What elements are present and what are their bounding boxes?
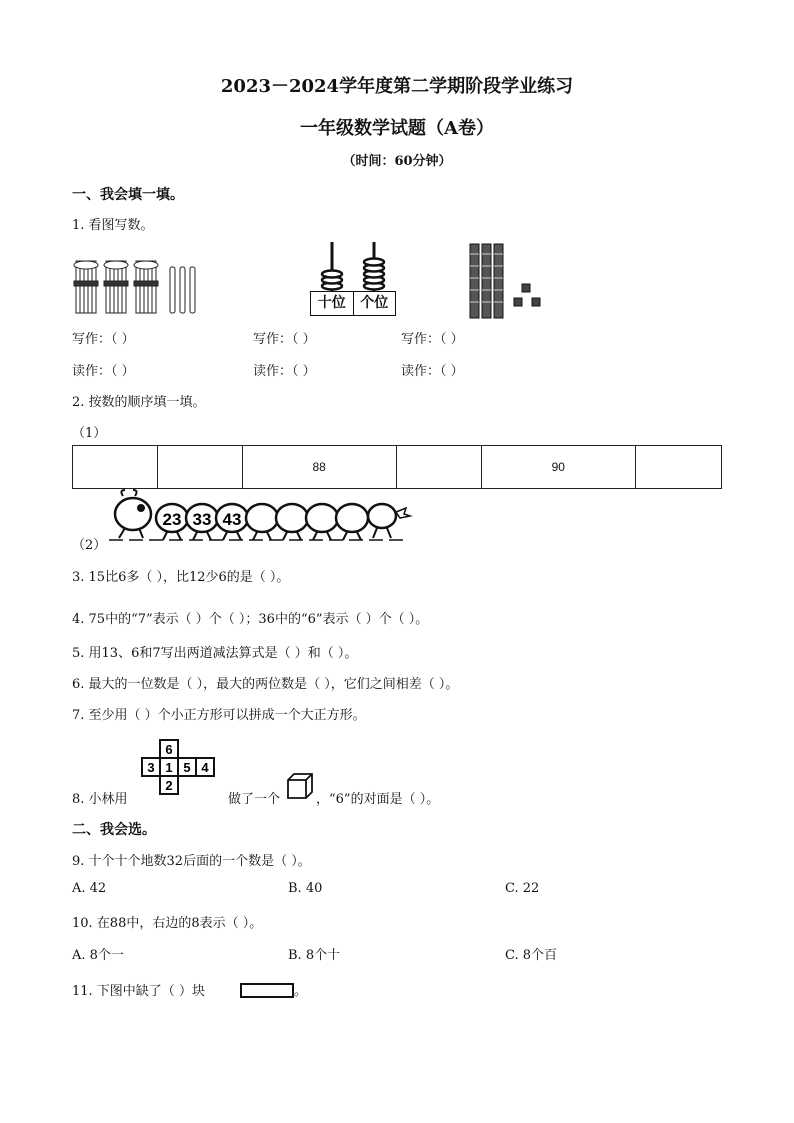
- unit-cube: [522, 284, 530, 292]
- page-subtitle: 一年级数学试题（A卷）: [300, 118, 494, 139]
- read-blank-1[interactable]: 读作：（ ）: [72, 364, 135, 379]
- q2-part2-label: （2）: [72, 538, 107, 553]
- q11-suffix: 。: [294, 984, 308, 999]
- brick-icon: [240, 983, 294, 998]
- net-face: 6: [165, 742, 173, 757]
- net-face: 4: [201, 760, 209, 775]
- q10-text: 10. 在88中，右边的8表示（ ）。: [72, 916, 263, 931]
- q10-option-a[interactable]: A. 8个一: [72, 948, 124, 963]
- write-blank-3[interactable]: 写作：（ ）: [401, 332, 464, 347]
- stick-bundle: [134, 261, 158, 313]
- net-face: 5: [183, 760, 191, 775]
- ten-rod: [482, 244, 491, 318]
- q9-text: 9. 十个十个地数32后面的一个数是（ ）。: [72, 854, 311, 869]
- caterpillar-number: 23: [162, 510, 182, 529]
- q8-suffix: ，“6”的对面是（ ）。: [316, 792, 440, 807]
- sequence-cell: 88: [242, 446, 396, 489]
- net-face: 1: [165, 760, 173, 775]
- q11-prefix: 11. 下图中缺了（ ）块: [72, 984, 205, 999]
- abacus-figure: [310, 240, 396, 316]
- caterpillar-number: 33: [192, 510, 212, 529]
- base-ten-blocks-figure: [466, 242, 546, 320]
- q5-text: 5. 用13、6和7写出两道减法算式是（ ）和（ ）。: [72, 646, 358, 661]
- q8-middle: 做了一个: [228, 792, 281, 807]
- read-blank-2[interactable]: 读作：（ ）: [253, 364, 316, 379]
- ten-rod: [470, 244, 479, 318]
- caterpillar-segment: [276, 504, 308, 532]
- sequence-cell[interactable]: [158, 446, 242, 489]
- unit-cube: [532, 298, 540, 306]
- write-blank-2[interactable]: 写作：（ ）: [253, 332, 316, 347]
- sequence-cell: 90: [481, 446, 635, 489]
- q2-text: 2. 按数的顺序填一填。: [72, 395, 206, 410]
- read-blank-3[interactable]: 读作：（ ）: [401, 364, 464, 379]
- unit-cube: [514, 298, 522, 306]
- q3-text: 3. 15比6多（ ），比12少6的是（ ）。: [72, 570, 290, 585]
- q2-part1-label: （1）: [72, 426, 107, 441]
- sequence-cell[interactable]: [396, 446, 481, 489]
- caterpillar-number: 43: [222, 510, 242, 529]
- caterpillar-segment: [306, 504, 338, 532]
- ten-rod: [494, 244, 503, 318]
- sequence-cell[interactable]: [635, 446, 721, 489]
- caterpillar-segment: [246, 504, 278, 532]
- caterpillar-figure: [105, 488, 415, 544]
- q9-option-c[interactable]: C. 22: [505, 881, 540, 896]
- caterpillar-eye: [137, 504, 145, 512]
- caterpillar-segment: [336, 504, 368, 532]
- q9-option-a[interactable]: A. 42: [72, 881, 107, 896]
- q8-prefix: 8. 小林用: [72, 792, 128, 807]
- stick-bundles-figure: [72, 255, 202, 317]
- cube-net-figure: [140, 738, 230, 796]
- section2-heading: 二、我会选。: [72, 822, 156, 838]
- section1-heading: 一、我会填一填。: [72, 187, 184, 203]
- q7-text: 7. 至少用（ ）个小正方形可以拼成一个大正方形。: [72, 708, 366, 723]
- stick-bundle: [104, 261, 128, 313]
- q1-text: 1. 看图写数。: [72, 218, 154, 233]
- tens-place-label: 十位: [311, 292, 354, 315]
- q10-option-c[interactable]: C. 8个百: [505, 948, 558, 963]
- q4-text: 4. 75中的“7”表示（ ）个（ ）；36中的“6”表示（ ）个（ ）。: [72, 612, 429, 627]
- abacus-beads: [310, 240, 396, 292]
- q10-option-b[interactable]: B. 8个十: [288, 948, 341, 963]
- write-blank-1[interactable]: 写作：（ ）: [72, 332, 135, 347]
- net-face: 2: [165, 778, 173, 793]
- stick-bundle: [74, 261, 98, 313]
- ones-place-label: 个位: [360, 295, 389, 311]
- number-sequence-table: [72, 445, 722, 489]
- q9-option-b[interactable]: B. 40: [288, 881, 323, 896]
- q6-text: 6. 最大的一位数是（ ），最大的两位数是（ ），它们之间相差（ ）。: [72, 677, 459, 692]
- page-title: 2023－2024学年度第二学期阶段学业练习: [220, 76, 574, 97]
- caterpillar-tail: [368, 504, 396, 528]
- net-face: 3: [147, 760, 155, 775]
- abacus-place-labels: [310, 291, 396, 316]
- caterpillar-head: [115, 498, 151, 530]
- sequence-cell[interactable]: [73, 446, 158, 489]
- cube-icon: [286, 772, 314, 800]
- loose-sticks: [170, 267, 195, 313]
- exam-time: （时间：60分钟）: [342, 154, 452, 169]
